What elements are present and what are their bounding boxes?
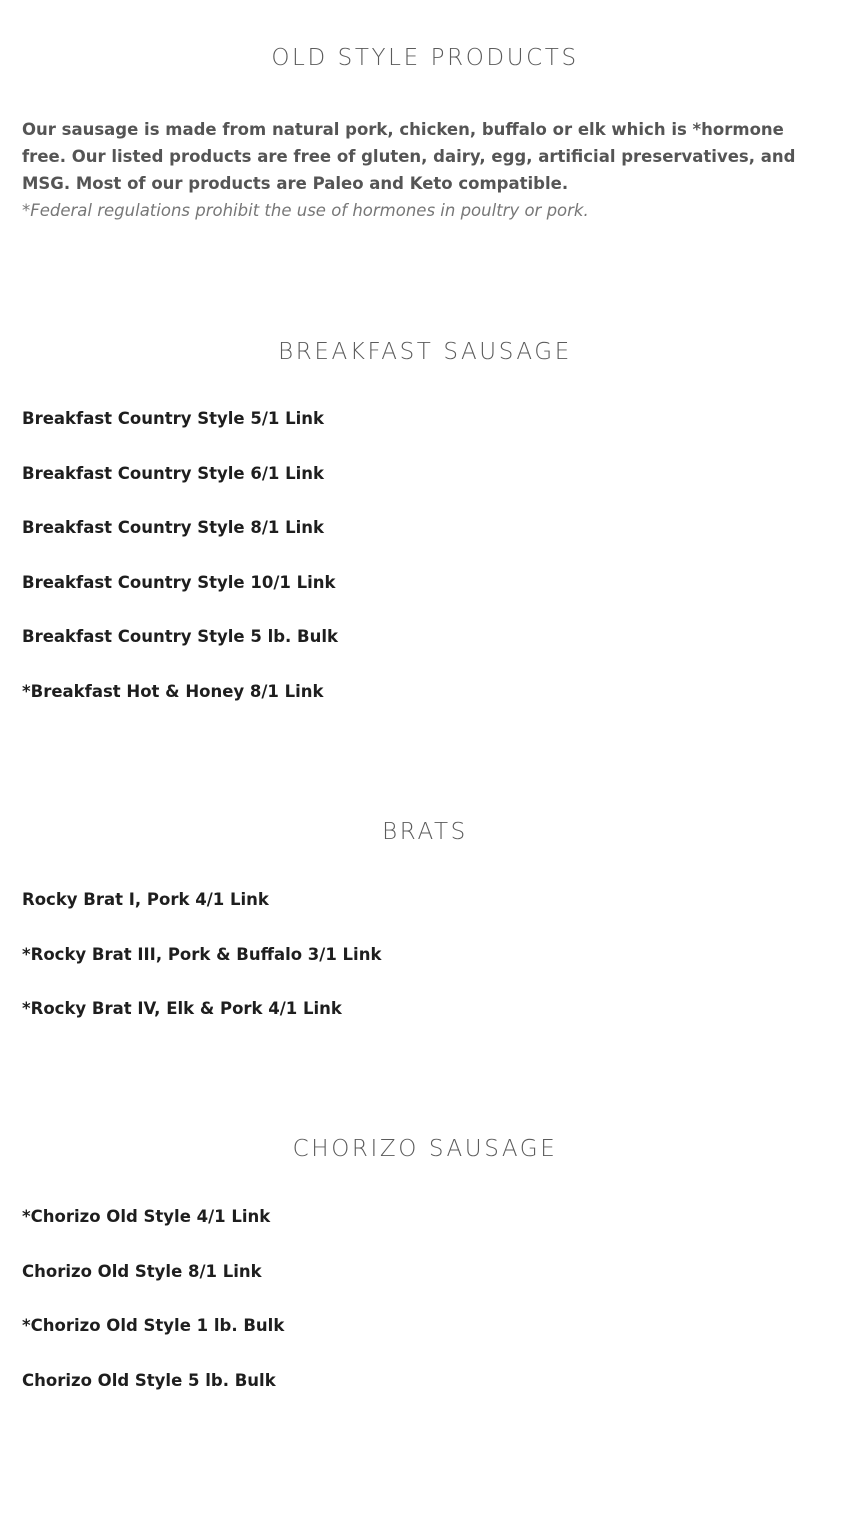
intro-paragraph [22, 116, 828, 224]
product-item[interactable]: *Rocky Brat IV, Elk & Pork 4/1 Link [22, 999, 342, 1019]
product-item[interactable]: Chorizo Old Style 5 lb. Bulk [22, 1370, 276, 1390]
product-item[interactable]: Breakfast Country Style 5/1 Link [22, 409, 324, 428]
intro-body-text: Our sausage is made from natural pork, chicken, buffalo or elk which is *hormone free. Our listed products are free of gluten, dairy, egg, artificial preservatives, and MSG. Most of our products are Paleo and Keto compatible. [22, 120, 796, 193]
product-item[interactable]: Breakfast Country Style 5 lb. Bulk [22, 627, 339, 647]
page-title: OLD STYLE PRODUCTS [271, 45, 579, 71]
product-item[interactable]: Chorizo Old Style 8/1 Link [22, 1261, 262, 1281]
product-item[interactable]: *Rocky Brat III, Pork & Buffalo 3/1 Link [22, 944, 382, 964]
product-list-breakfast-sausage [22, 407, 802, 735]
product-item[interactable]: *Breakfast Hot & Honey 8/1 Link [22, 681, 324, 701]
product-item[interactable]: *Chorizo Old Style 1 lb. Bulk [22, 1316, 285, 1336]
section-title-brats: BRATS [382, 819, 468, 845]
section-title-chorizo-sausage: CHORIZO SAUSAGE [292, 1136, 558, 1162]
product-item[interactable]: Rocky Brat I, Pork 4/1 Link [22, 890, 269, 909]
product-item[interactable]: Breakfast Country Style 8/1 Link [22, 518, 324, 538]
product-list-brats [22, 888, 802, 1052]
next-section-title-cutoff [0, 1500, 850, 1513]
product-list-chorizo-sausage [22, 1205, 802, 1423]
section-title-breakfast-sausage: BREAKFAST SAUSAGE [278, 339, 572, 365]
product-item[interactable]: Breakfast Country Style 6/1 Link [22, 463, 324, 483]
intro-footnote: *Federal regulations prohibit the use of hormones in poultry or pork. [22, 201, 589, 220]
product-item[interactable]: Breakfast Country Style 10/1 Link [22, 572, 336, 592]
product-item[interactable]: *Chorizo Old Style 4/1 Link [22, 1207, 271, 1226]
